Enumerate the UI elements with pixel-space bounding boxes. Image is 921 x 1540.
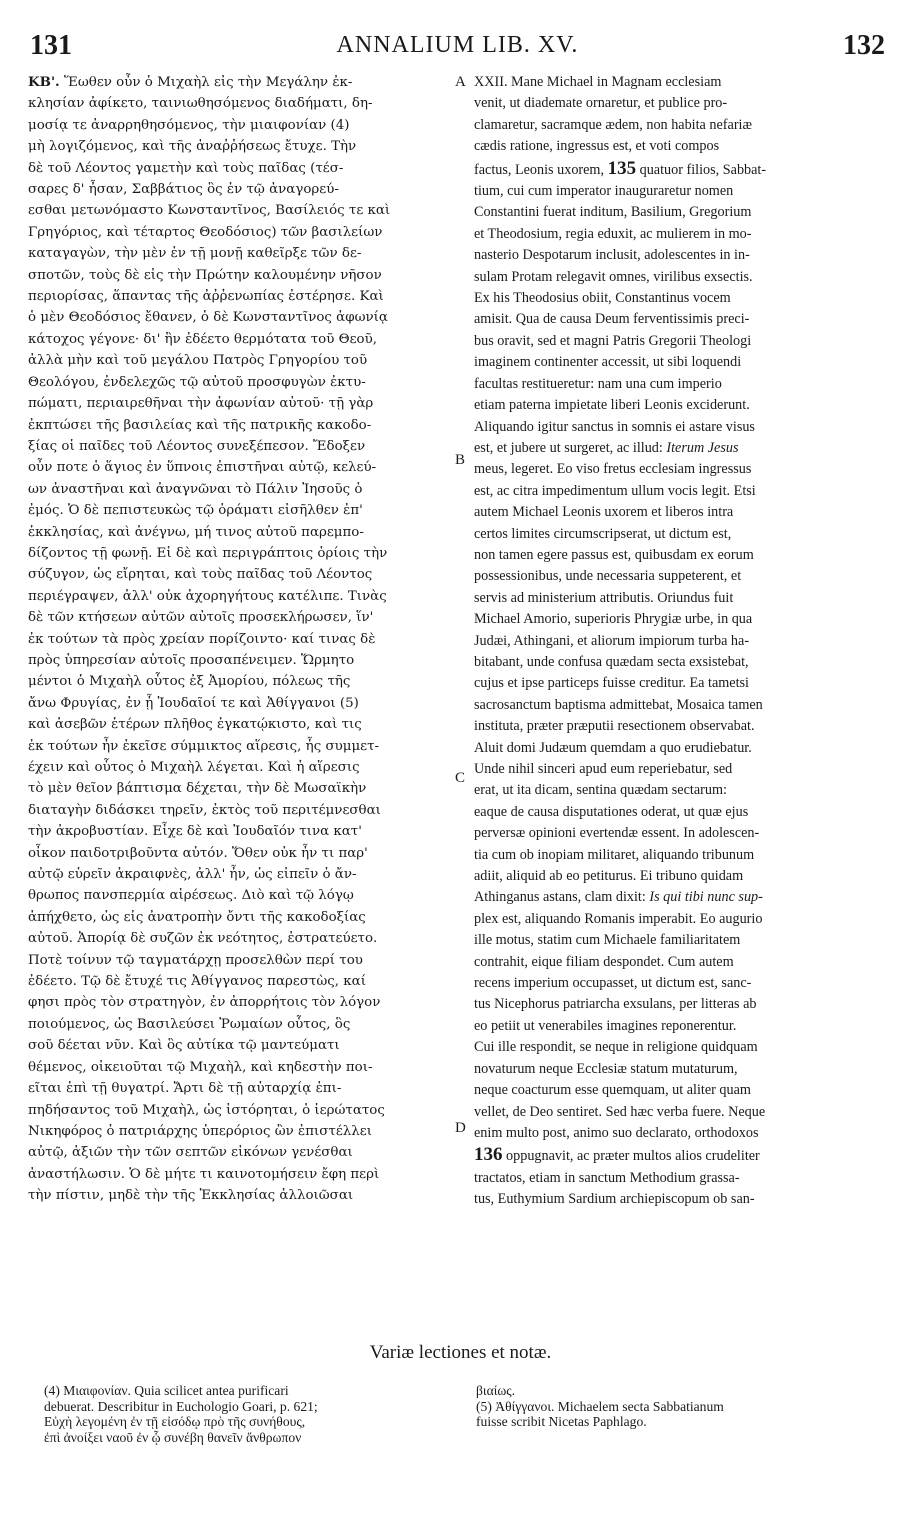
latin-line: imaginem continenter accessit, ut sibi loquendi [474,354,742,371]
latin-line: cujus et ipse particeps fuisse creditur. Ea tametsi [474,675,749,692]
note-line: βιαίως. [476,1383,516,1398]
greek-line: πρὸς ὑπηρεσίαν αὐτοῖς προσαπένειμεν. Ὥρμητο [28,652,355,668]
greek-line: σποτῶν, τοὺς δὲ εἰς τὴν Πρώτην καλουμένην νῆσον [28,267,382,283]
latin-line: neque coacturum esse quemquam, ut aliter quam [474,1082,751,1099]
greek-line: ἐμός. Ὁ δὲ πεπιστευκὼς τῷ ὁράματι εἰσῆλθεν ἐπ' [28,503,363,519]
latin-line: eo petiit ut venerabiles imagines reponerentur. [474,1017,737,1034]
latin-line: tia cum ob inopiam militaret, aliquando tribunum [474,846,755,863]
latin-line: ille motus, statim cum Michaele familiaritatem [474,932,741,949]
latin-line: tractatos, etiam in sanctum Methodium grassa- [474,1169,740,1186]
latin-line: etiam paterna impietate liberi Leonis exciderunt. [474,397,750,414]
latin-line: certos limites circumscripserat, ut dictum est, [474,525,732,542]
latin-line: cædis ratione, ingressus est, et voti compos [474,138,720,155]
note-line: (5) Ἀθίγγανοι. Michaelem secta Sabbatianum [476,1398,724,1414]
greek-line: οὖν ποτε ὁ ἅγιος ἐν ὕπνοις ἐπιστῆναι αὐτῷ, κελεύ- [28,460,377,476]
latin-line: sacrosanctum baptisma admittebat, Mosaica tamen [474,696,763,713]
latin-line: plex est, aliquando Romanis imperabit. Eo augurio [474,910,763,927]
greek-line: Γρηγόριος, καὶ τέταρτος Θεοδόσιος) τῶν βασιλείων [28,224,383,240]
latin-line: et Theodosium, regia eduxit, ac mulierem in mo- [474,225,752,242]
greek-line: Ποτὲ τοίνυν τῷ ταγματάρχῃ προσελθὼν περί του [28,952,363,968]
greek-line: ΚΒ'. Ἕωθεν οὖν ὁ Μιχαὴλ εἰς τὴν Μεγάλην ἐκ- [28,74,353,90]
page-number-left: 131 [30,30,72,61]
latin-line: perversæ opinioni evertendæ essent. In adolescen- [474,825,760,842]
greek-line: εσθαι μετωνόμαστο Κωνσταντῖνος, Βασίλειός τε καὶ [28,203,391,219]
latin-line: Unde nihil sinceri apud eum reperiebatur, sed [474,761,733,777]
latin-line: tus Nicephorus patriarcha exsulans, per litteras ab [474,996,757,1013]
latin-line: clamaretur, sacramque ædem, non habita nefariæ [474,116,752,133]
greek-line: ποιούμενος, ὡς Βασιλεύσει Ῥωμαίων οὗτος, ὃς [28,1016,351,1032]
latin-line: sulam Protam relegavit omnes, virilibus exsectis. [474,268,753,285]
latin-line: XXII. Mane Michael in Magnam ecclesiam [474,74,722,90]
greek-line: δὲ τῶν κτήσεων αὐτῶν αὐτοῖς προσεκλήρωσεν, ἵν' [28,610,374,626]
latin-line: Ex his Theodosius obiit, Constantinus vocem [474,290,731,307]
greek-line: καταγαγὼν, τὴν μὲν ἐν τῇ μονῇ καθεῖρξε τῶν δε- [28,246,362,262]
greek-line: οἶκον παιδοτριβοῦντα αὐτόν. Ὅθεν οὐκ ἦν τι παρ' [28,845,368,861]
pagination-number: 136 [474,1144,503,1166]
greek-line: έχειν καὶ οὗτος ὁ Μιχαὴλ λέγεται. Καὶ ἡ αἵρεσις [28,760,360,775]
latin-line: est, et jubere ut surgeret, ac illud: Iterum Jesus [474,439,739,456]
latin-line: facultas restitueretur: nam una cum imperio [474,375,722,392]
latin-line: amisit. Qua de causa Deum ferventissimis preci- [474,311,750,328]
greek-line: ἀλλὰ μὴν καὶ τοῦ μεγάλου Πατρὸς Γρηγορίου τοῦ [28,353,368,369]
greek-line: μὴ λογιζόμενος, καὶ τῆς ἀναῤῥήσεως ἔτυχε. Τὴν [28,139,357,155]
latin-line: possessionibus, unde necessaria suppeterent, et [474,568,742,585]
greek-line: ἐκ τούτων τὰ πρὸς χρείαν πορίζοιντο· καί τινας δὲ [28,631,376,647]
running-title: ANNALIUM LIB. XV. [336,32,579,58]
greek-line: τὴν πίστιν, μηδὲ τὴν τῆς Ἐκκλησίας ἀλλοιῶσαι [28,1188,354,1204]
margin-marker-b: B [455,452,466,468]
greek-line: ἐκπτώσει τῆς βασιλείας καὶ τῆς πατρικῆς κακοδο- [28,417,372,433]
note-line: ἐπὶ ἀνοίξει ναοῦ ἐν ᾧ συνέβη θανεῖν ἄνθρωπον [44,1429,302,1445]
latin-line: autem Michael Leonis uxorem et liberos intra [474,504,734,521]
greek-line: περιέγραψεν, ἀλλ' οὐκ ἀχορηγήτους κατέλιπε. Τινὰς [28,588,387,604]
greek-line: τὴν ἀκροβυστίαν. Εἶχε δὲ καὶ Ἰουδαῖόν τινα κατ' [28,824,362,840]
greek-line: δὲ τοῦ Λέοντος γαμετὴν καὶ τοὺς παῖδας (τέσ- [28,160,344,176]
margin-marker-a: A [455,74,466,90]
greek-line: πώματι, περιαιρεθῆναι τὴν ἀφωνίαν αὐτοῦ· τῇ γὰρ [28,396,374,412]
latin-line: eaque de causa disputationes oderat, ut quæ ejus [474,803,749,820]
greek-line: πηδήσαντος τοῦ Μιχαὴλ, ὡς ἱστόρηται, ὁ ἱερώτατος [28,1102,385,1118]
greek-line: περιορίσας, ἅπαντας τῆς ἀῤῥενωπίας ἐστέρησε. Καὶ [28,289,384,305]
latin-line: contrahit, eique filiam despondet. Cum autem [474,953,734,970]
latin-line: venit, ut diademate ornaretur, et publice pro- [474,95,728,112]
greek-line: μοσίᾳ τε ἀναρρηθησόμενος, τὴν μιαιφονίαν (4) [28,117,350,133]
greek-line: ὁ μὲν Θεοδόσιος ἔθανεν, ὁ δὲ Κωνσταντῖνος ἀφωνίᾳ [28,310,388,326]
latin-line: novaturum neque Ecclesiæ statum mutaturum, [474,1060,738,1077]
latin-column [474,72,892,1211]
greek-line: ἐδέετο. Τῷ δὲ ἔτυχέ τις Ἀθίγγανος παρεστὼς, καί [28,974,366,990]
greek-line: θέμενος, οἰκειοῦται τῷ Μιχαὴλ, καὶ κηδεστὴν ποι- [28,1059,373,1075]
greek-line: ων ἀναστῆναι καὶ ἀναγνῶναι τὸ Πάλιν Ἰησοῦς ὁ [28,481,363,497]
page-header [30,30,885,60]
greek-line: Νικηφόρος ὁ πατριάρχης ὑπερόριος ὢν ἐπιστέλλει [28,1123,372,1139]
greek-line: θρωπος πανσπερμία αἱρέσεως. Διὸ καὶ τῷ λόγῳ [28,888,354,904]
latin-line: bus oravit, sed et magni Patris Gregorii Theologi [474,332,752,349]
latin-line: Athinganus astans, clam dixit: Is qui tibi nunc sup- [474,889,763,906]
latin-line: tus, Euthymium Sardium archiepiscopum ob san- [474,1191,755,1208]
latin-line: erat, ut ita dicam, sentina quædam sectarum: [474,782,727,799]
latin-line: Michael Amorio, superioris Phrygiæ urbe, in qua [474,611,753,628]
latin-line: adiit, aliquid ab eo petiturus. Ei tribuno quidam [474,868,744,885]
latin-line: Aluit domi Judæum quemdam a quo erudiebatur. [474,739,752,756]
greek-line: διαταγὴν διδάσκει τηρεῖν, ἐκτὸς τοῦ περιτέμνεσθαι [28,802,381,818]
notes-left-column [44,1383,452,1445]
latin-line: vellet, de Deo sentiret. Sed hæc verba fuere. Neque [474,1103,766,1120]
notes-right-column [476,1383,890,1430]
note-line: (4) Μιαιφονίαν. Quia scilicet antea purificari [44,1383,289,1398]
greek-column [28,72,454,1207]
greek-line: ξίας οἱ παῖδες τοῦ Λέοντος συνεξέπεσον. Ἔδοξεν [28,438,366,454]
latin-line: servis ad ministerium attributis. Oriundus fuit [474,589,734,606]
greek-line: κλησίαν ἀφίκετο, ταινιωθησόμενος διαδήματι, δη- [28,96,373,112]
latin-line: enim multo post, animo suo declarato, orthodoxos [474,1124,759,1141]
note-line: fuisse scribit Nicetas Paphlago. [476,1414,647,1430]
greek-line: σαρες δ' ἦσαν, Σαββάτιος ὃς ἐν τῷ ἀναγορεύ- [28,182,339,198]
greek-line: καὶ ἀσεβῶν ἑτέρων πλῆθος ἐγκατῴκιστο, καὶ τις [28,717,362,733]
margin-marker-d: D [455,1120,466,1136]
greek-line: δίζοντος τῇ φωνῇ. Εἰ δὲ καὶ περιγράπτοις ὁρίοις τὴν [28,545,388,561]
latin-line: factus, Leonis uxorem, 135 quatuor filios, Sabbat- [474,157,767,179]
greek-line: ἐκ τούτων ἦν ἐκεῖσε σύμμικτος αἵρεσις, ἧς συμμετ- [28,738,380,754]
latin-line: est, ac citra impedimentum ullum vocis legit. Etsi [474,482,756,499]
page-number-right: 132 [843,30,885,61]
latin-line: 136 oppugnavit, ac præter multos alios crudeliter [474,1144,760,1166]
greek-line: ἀπήχθετο, ὡς εἰς ἀνατροπὴν ὄντι τῆς κακοδοξίας [28,909,366,925]
greek-line: ἄνω Φρυγίας, ἐν ᾗ Ἰουδαῖοί τε καὶ Ἀθίγγανοι (5) [28,695,359,711]
greek-line: ἀναστήλωσιν. Ὁ δὲ μήτε τι καινοτομήσειν ἔφη περὶ [28,1166,380,1182]
latin-line: Judæi, Athingani, et aliorum impiorum turba ha- [474,632,750,649]
latin-line: instituta, præter præputii resectionem observabat. [474,718,755,735]
latin-line: Aliquando igitur sanctus in somnis ei astare visus [474,418,755,435]
greek-line: αὐτοῦ. Ἀπορίᾳ δὲ συζῶν ἐκ νεότητος, ἐστρατεύετο. [28,931,378,947]
latin-line: recens imperium occupasset, ut dictum est, sanc- [474,975,752,992]
greek-line: αὐτῷ, ἀξιῶν τὴν τῶν σεπτῶν εἰκόνων γενέσθαι [28,1145,353,1161]
latin-line: meus, legeret. Eo viso fretus ecclesiam ingressus [474,461,752,478]
notes-title: Variæ lectiones et notæ. [369,1342,552,1363]
latin-line: Cui ille respondit, se neque in religione quidquam [474,1039,758,1056]
latin-line: nasterio Despotarum inclusit, adolescentes in in- [474,247,750,264]
latin-line: Constantini fuerat inditum, Basilium, Gregorium [474,204,752,221]
latin-line: non tamen egere passus est, quibusdam ex eorum [474,546,754,563]
section-heading: ΚΒ'. [28,74,60,90]
greek-line: Θεολόγου, ἐνδελεχῶς τῷ αὐτοῦ προσφυγὼν ἐκτυ- [28,374,366,390]
greek-line: σύζυγον, ὡς εἴρηται, καὶ τοὺς παῖδας τοῦ Λέοντος [28,567,373,583]
note-line: Εὐχὴ λεγομένη ἐν τῇ εἰσόδῳ πρὸ τῆς συνήθους, [44,1414,306,1430]
greek-line: σοῦ δέεται νῦν. Καὶ ὃς αὐτίκα τῷ μαντεύματι [28,1038,340,1054]
margin-marker-c: C [455,770,466,786]
latin-line: bitabant, unde confusa quædam secta exsistebat, [474,653,749,670]
latin-line: tium, cui cum imperator inauguraretur nomen [474,183,734,200]
greek-line: φησι πρὸς τὸν στρατηγὸν, ἐν ἀπορρήτοις τὸν λόγον [28,995,381,1011]
greek-line: αὐτῷ εὑρεῖν ἀκραιφνὲς, ἀλλ' ἦν, ὡς εἰπεῖν ὁ ἄν- [28,867,357,883]
greek-line: εῖται ἐπὶ τῇ θυγατρί. Ἄρτι δὲ τῇ αὐταρχίᾳ ἐπι- [28,1081,342,1097]
greek-line: μέντοι ὁ Μιχαὴλ οὗτος ἐξ Ἀμορίου, πόλεως τῆς [28,674,351,690]
greek-line: κάτοχος γέγονε· δι' ἣν ἐδέετο θερμότατα τοῦ Θεοῦ, [28,331,377,347]
pagination-number: 135 [607,157,637,179]
note-line: debuerat. Describitur in Euchologio Goari, p. 621; [44,1398,318,1414]
greek-line: τὸ μὲν θεῖον βάπτισμα δέχεται, τὴν δὲ Μωσαϊκὴν [28,781,367,797]
greek-line: ἐκκλησίας, καὶ ἀνέγνω, μή τινος αὐτοῦ παρεμπο- [28,524,364,540]
